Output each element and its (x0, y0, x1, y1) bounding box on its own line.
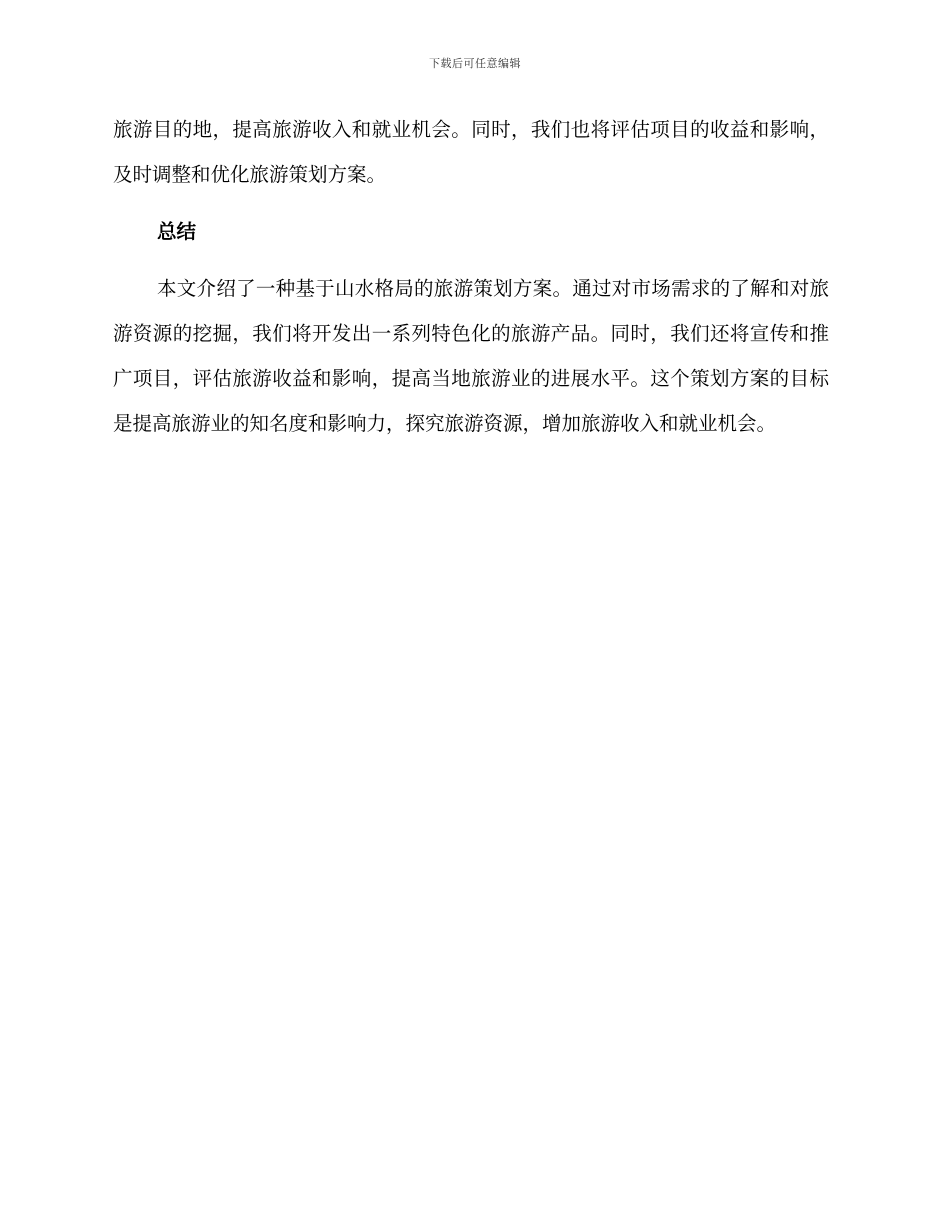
section-heading-summary: 总结 (157, 220, 197, 243)
summary-paragraph: 本文介绍了一种基于山水格局的旅游策划方案。通过对市场需求的了解和对旅游资源的挖掘，我们将开发出一系列特色化的旅游产品。同时，我们还将宣传和推广项目，评估旅游收益和影响，提高当地旅游业的进展水平。这个策划方案的目标是提高旅游业的知名度和影响力，探究旅游资源，增加旅游收入和就业机会。 (113, 277, 829, 435)
continued-paragraph: 旅游目的地，提高旅游收入和就业机会。同时，我们也将评估项目的收益和影响，及时调整和优化旅游策划方案。 (113, 118, 829, 186)
header-note: 下载后可任意编辑 (429, 57, 521, 70)
document-body (113, 107, 829, 446)
